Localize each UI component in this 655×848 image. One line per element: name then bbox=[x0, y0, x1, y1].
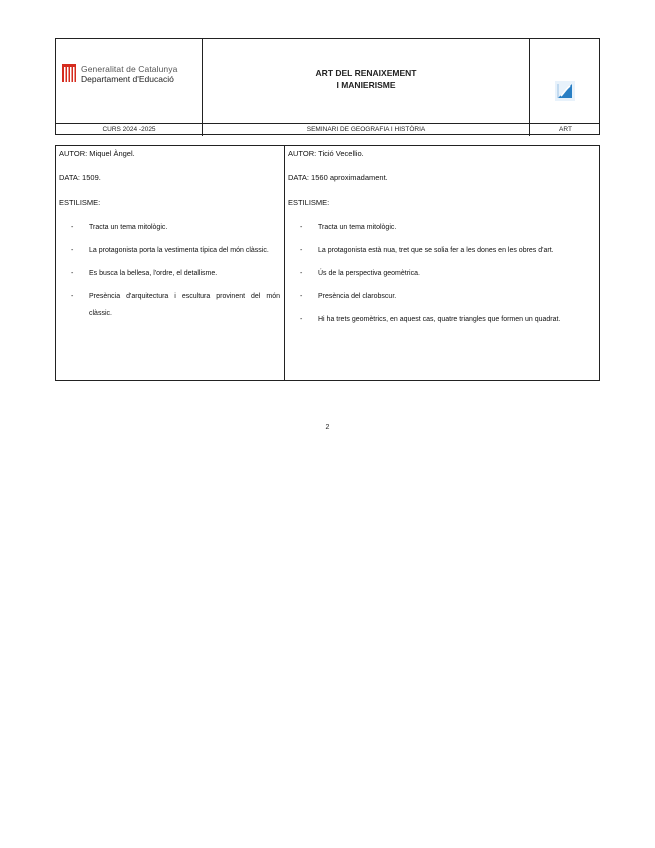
logo-line-2: Departament d'Educació bbox=[81, 74, 174, 84]
generalitat-logo bbox=[62, 64, 198, 86]
comparison-table bbox=[55, 145, 600, 381]
list-item: - Tracta un tema mitològic. bbox=[288, 219, 596, 236]
subject-label: ART bbox=[559, 126, 572, 133]
right-style-list bbox=[288, 219, 596, 334]
title-line-1: ART DEL RENAIXEMENT bbox=[315, 68, 417, 78]
left-style-list bbox=[59, 219, 280, 328]
list-item: - Tracta un tema mitològic. bbox=[59, 219, 280, 236]
right-date: DATA: 1560 aproximadament. bbox=[288, 173, 388, 182]
department-label: SEMINARI DE GEOGRAFIA I HISTÒRIA bbox=[306, 126, 426, 133]
school-emblem-icon bbox=[555, 81, 575, 101]
right-author: AUTOR: Tició Vecellio. bbox=[288, 149, 364, 158]
list-item: - Ús de la perspectiva geomètrica. bbox=[288, 265, 596, 282]
document-header bbox=[55, 38, 600, 135]
left-style-label: ESTILISME: bbox=[59, 198, 101, 207]
list-item: - Presència del clarobscur. bbox=[288, 288, 596, 305]
list-item: - Presència d'arquitectura i escultura provinent del món clàssic. bbox=[59, 288, 280, 322]
right-style-label: ESTILISME: bbox=[288, 198, 330, 207]
list-item: - La protagonista està nua, tret que se solia fer a les dones en les obres d'art. bbox=[288, 242, 596, 259]
left-author: AUTOR: Miquel Àngel. bbox=[59, 149, 135, 158]
list-item: - Es busca la bellesa, l'ordre, el detallisme. bbox=[59, 265, 280, 282]
page-number: 2 bbox=[325, 424, 330, 431]
title-line-2: I MANIERISME bbox=[336, 80, 396, 90]
list-item: - La protagonista porta la vestimenta típica del món clàssic. bbox=[59, 242, 280, 259]
document-title bbox=[203, 67, 529, 91]
left-date: DATA: 1509. bbox=[59, 173, 101, 182]
course-label: CURS 2024 -2025 bbox=[102, 126, 156, 133]
generalitat-emblem-icon bbox=[62, 64, 76, 84]
logo-line-1: Generalitat de Catalunya bbox=[81, 64, 178, 74]
list-item: - Hi ha trets geomètrics, en aquest cas, quatre triangles que formen un quadrat. bbox=[288, 311, 596, 328]
